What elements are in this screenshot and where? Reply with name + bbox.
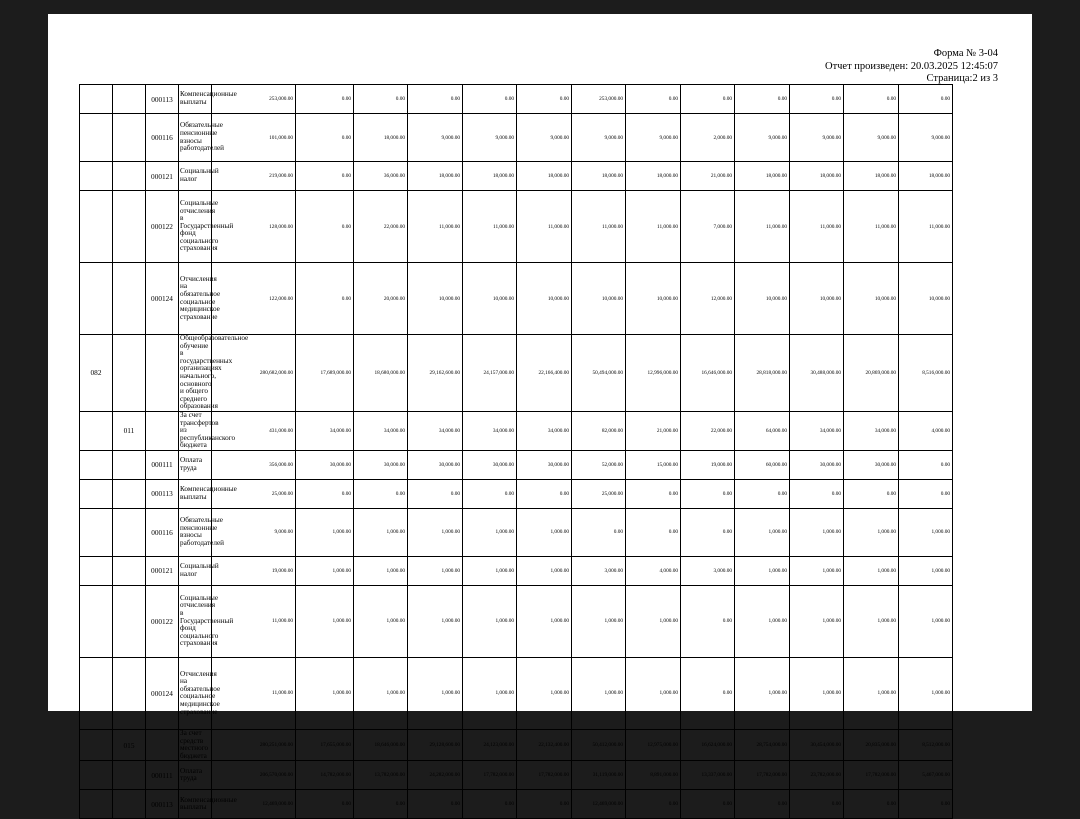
amount-cell: 253,000.00 [572,85,626,114]
table-row [80,479,1008,508]
amount-cell: 1,000.00 [354,508,408,556]
table-row [80,790,1008,819]
amount-cell: 18,000.00 [844,162,899,191]
table-row [80,114,1008,162]
amount-cell: 0.00 [681,479,735,508]
amount-cell: 11,000.00 [517,191,572,263]
amount-cell: 4,000.00 [899,411,953,450]
amount-cell: 1,000.00 [517,556,572,585]
amount-cell: 0.00 [790,790,844,819]
description-cell: Отчисления на обязательное социальное медицинское страхование [179,263,212,335]
amount-cell: 31,119,000.00 [572,761,626,790]
amount-cell: 1,000.00 [296,585,354,657]
amount-cell: 1,000.00 [354,556,408,585]
amount-cell: 11,000.00 [212,657,296,729]
amount-cell: 22,000.00 [681,411,735,450]
amount-cell: 15,000.00 [626,450,681,479]
table-row [80,263,1008,335]
amount-cell: 1,000.00 [899,585,953,657]
amount-cell: 9,000.00 [735,114,790,162]
amount-cell: 18,000.00 [790,162,844,191]
specifics-code-cell: 000111 [146,761,179,790]
amount-cell: 9,000.00 [572,114,626,162]
amount-cell: 5,467,000.00 [899,761,953,790]
subprogram-code-cell: 015 [113,729,146,760]
program-code-cell [80,585,113,657]
program-code-cell [80,263,113,335]
amount-cell: 1,000.00 [899,657,953,729]
subprogram-code-cell [113,556,146,585]
description-cell: Обязательные пенсионные взносы работодателей [179,114,212,162]
description-cell: Обязательные пенсионные взносы работодателей [179,508,212,556]
amount-cell: 0.00 [899,450,953,479]
amount-cell: 34,000.00 [408,411,463,450]
subprogram-code-cell [113,790,146,819]
amount-cell: 64,000.00 [735,411,790,450]
description-cell: Компенсационные выплаты [179,790,212,819]
table-row [80,556,1008,585]
amount-cell: 11,000.00 [572,191,626,263]
amount-cell: 0.00 [296,263,354,335]
amount-cell: 17,782,000.00 [844,761,899,790]
subprogram-code-cell [113,508,146,556]
subprogram-code-cell [113,191,146,263]
amount-cell: 9,000.00 [463,114,517,162]
amount-cell: 13,782,000.00 [354,761,408,790]
amount-cell: 7,000.00 [681,191,735,263]
amount-cell: 1,000.00 [844,556,899,585]
report-header [825,48,998,86]
amount-cell: 10,000.00 [899,263,953,335]
amount-cell: 0.00 [354,479,408,508]
amount-cell: 1,000.00 [296,657,354,729]
table-row [80,450,1008,479]
program-code-cell [80,729,113,760]
description-cell: Компенсационные выплаты [179,85,212,114]
amount-cell: 18,000.00 [408,162,463,191]
amount-cell: 0.00 [463,479,517,508]
amount-cell: 17,782,000.00 [517,761,572,790]
amount-cell: 1,000.00 [354,585,408,657]
amount-cell: 0.00 [735,790,790,819]
amount-cell: 206,570,000.00 [212,761,296,790]
description-cell: За счет трансфертов из республиканского бюджета [180,410,236,450]
program-code-cell [80,790,113,819]
amount-cell: 1,000.00 [735,556,790,585]
table-row [80,729,1008,760]
amount-cell: 1,000.00 [735,657,790,729]
program-code-cell: 082 [80,335,113,412]
amount-cell: 18,000.00 [572,162,626,191]
amount-cell: 0.00 [296,790,354,819]
generated-timestamp: Отчет произведен: 20.03.2025 12:45:07 [824,60,998,72]
amount-cell: 10,000.00 [790,263,844,335]
table-row [80,191,1008,263]
amount-cell: 0.00 [844,85,899,114]
amount-cell: 20,869,000.00 [844,335,899,412]
amount-cell: 8,516,000.00 [899,335,953,412]
page-number: Страница:2 из 3 [926,73,998,84]
subprogram-code-cell [113,162,146,191]
amount-cell: 11,000.00 [463,191,517,263]
description-cell: Социальный налог [179,162,212,191]
specifics-code-cell: 000116 [146,508,179,556]
program-code-cell [80,657,113,729]
amount-cell: 0.00 [626,790,681,819]
budget-table [79,84,1008,819]
amount-cell: 122,000.00 [212,263,296,335]
amount-cell: 431,000.00 [212,411,296,450]
amount-cell: 10,000.00 [517,263,572,335]
amount-cell: 30,000.00 [296,450,354,479]
amount-cell: 128,000.00 [212,191,296,263]
subprogram-code-cell [113,85,146,114]
amount-cell: 0.00 [517,85,572,114]
specifics-code-cell [146,411,179,450]
amount-cell: 1,000.00 [899,508,953,556]
form-number: Форма № 3-04 [933,48,998,59]
amount-cell: 9,000.00 [626,114,681,162]
amount-cell: 1,000.00 [408,657,463,729]
amount-cell: 21,000.00 [681,162,735,191]
description-cell: Общеобразовательное обучение в государственных организациях начального, основного и общего среднего образования [180,334,249,411]
amount-cell: 1,000.00 [408,508,463,556]
amount-cell: 1,000.00 [572,585,626,657]
amount-cell: 30,000.00 [844,450,899,479]
amount-cell: 18,000.00 [517,162,572,191]
amount-cell: 0.00 [463,85,517,114]
table-row [80,85,1008,114]
amount-cell: 17,689,000.00 [296,335,354,412]
amount-cell: 22,166,400.00 [517,335,572,412]
amount-cell: 0.00 [681,790,735,819]
amount-cell: 1,000.00 [626,585,681,657]
subprogram-code-cell [113,335,146,412]
amount-cell: 0.00 [899,85,953,114]
amount-cell: 1,000.00 [517,508,572,556]
table-row [80,411,1008,450]
table-row [80,657,1008,729]
amount-cell: 1,000.00 [296,508,354,556]
specifics-code-cell: 000116 [146,114,179,162]
table-row [80,585,1008,657]
amount-cell: 1,000.00 [790,657,844,729]
amount-cell: 1,000.00 [735,585,790,657]
amount-cell: 101,000.00 [212,114,296,162]
amount-cell: 8,512,000.00 [899,729,953,760]
program-code-cell [80,450,113,479]
amount-cell: 28,818,000.00 [735,335,790,412]
amount-cell: 0.00 [844,790,899,819]
amount-cell: 34,000.00 [463,411,517,450]
amount-cell: 34,000.00 [354,411,408,450]
amount-cell: 0.00 [463,790,517,819]
amount-cell: 1,000.00 [572,657,626,729]
program-code-cell [80,556,113,585]
amount-cell: 0.00 [408,479,463,508]
amount-cell: 0.00 [735,85,790,114]
specifics-code-cell: 000121 [146,556,179,585]
amount-cell: 1,000.00 [463,556,517,585]
amount-cell: 18,646,000.00 [354,729,408,760]
amount-cell: 24,157,000.00 [463,335,517,412]
specifics-code-cell: 000124 [146,657,179,729]
amount-cell: 0.00 [408,85,463,114]
description-cell: За счет средств местного бюджета [179,729,212,760]
amount-cell: 11,000.00 [899,191,953,263]
description-cell: Социальные отчисления в Государственный фонд социального страхования [179,585,212,657]
amount-cell: 0.00 [681,657,735,729]
amount-cell: 0.00 [844,479,899,508]
specifics-code-cell: 000124 [146,263,179,335]
table-row [80,335,1008,412]
amount-cell: 8,891,000.00 [626,761,681,790]
specifics-code-cell: 000121 [146,162,179,191]
amount-cell: 1,000.00 [790,508,844,556]
amount-cell: 0.00 [681,508,735,556]
amount-cell: 16,646,000.00 [681,335,735,412]
amount-cell: 30,000.00 [408,450,463,479]
program-code-cell [80,191,113,263]
amount-cell: 0.00 [626,479,681,508]
subprogram-code-cell [113,450,146,479]
amount-cell: 9,000.00 [517,114,572,162]
amount-cell: 24,282,000.00 [408,761,463,790]
specifics-code-cell: 000122 [146,191,179,263]
amount-cell: 0.00 [790,85,844,114]
amount-cell: 4,000.00 [626,556,681,585]
description-cell: Оплата труда [179,761,212,790]
program-code-cell [80,114,113,162]
description-cell: Компенсационные выплаты [179,479,212,508]
amount-cell: 10,000.00 [463,263,517,335]
amount-cell: 11,000.00 [790,191,844,263]
amount-cell: 12,469,000.00 [572,790,626,819]
amount-cell: 30,000.00 [517,450,572,479]
amount-cell: 219,000.00 [212,162,296,191]
amount-cell: 11,000.00 [408,191,463,263]
amount-cell: 18,000.00 [626,162,681,191]
amount-cell: 0.00 [790,479,844,508]
amount-cell: 30,000.00 [463,450,517,479]
amount-cell: 18,680,000.00 [354,335,408,412]
amount-cell: 253,000.00 [212,85,296,114]
table-row [80,761,1008,790]
description-cell: Социальные отчисления в Государственный фонд социального страхования [179,191,212,263]
description-cell: Социальный налог [179,556,212,585]
amount-cell: 1,000.00 [296,556,354,585]
amount-cell: 0.00 [517,790,572,819]
subprogram-code-cell [113,761,146,790]
budget-table-body [80,85,1008,819]
amount-cell: 17,782,000.00 [463,761,517,790]
amount-cell: 12,975,000.00 [626,729,681,760]
amount-cell: 11,000.00 [844,191,899,263]
amount-cell: 1,000.00 [626,657,681,729]
amount-cell: 0.00 [572,508,626,556]
amount-cell: 34,000.00 [844,411,899,450]
amount-cell: 1,000.00 [844,657,899,729]
amount-cell: 11,000.00 [735,191,790,263]
program-code-cell [80,479,113,508]
amount-cell: 0.00 [626,508,681,556]
amount-cell: 9,000.00 [844,114,899,162]
amount-cell: 9,000.00 [899,114,953,162]
amount-cell: 36,000.00 [354,162,408,191]
amount-cell: 34,000.00 [790,411,844,450]
amount-cell: 52,000.00 [572,450,626,479]
amount-cell: 34,000.00 [296,411,354,450]
amount-cell: 1,000.00 [408,556,463,585]
amount-cell: 2,000.00 [681,114,735,162]
amount-cell: 0.00 [296,191,354,263]
amount-cell: 1,000.00 [517,585,572,657]
subprogram-code-cell [113,657,146,729]
amount-cell: 1,000.00 [790,556,844,585]
amount-cell: 22,000.00 [354,191,408,263]
amount-cell: 0.00 [354,85,408,114]
amount-cell: 30,000.00 [790,450,844,479]
amount-cell: 19,000.00 [681,450,735,479]
amount-cell: 20,000.00 [354,263,408,335]
amount-cell: 0.00 [408,790,463,819]
amount-cell: 18,000.00 [354,114,408,162]
specifics-code-cell: 000113 [146,479,179,508]
amount-cell: 0.00 [354,790,408,819]
amount-cell: 18,000.00 [735,162,790,191]
specifics-code-cell: 000113 [146,85,179,114]
amount-cell: 12,000.00 [681,263,735,335]
amount-cell: 280,682,000.00 [212,335,296,412]
amount-cell: 50,412,000.00 [572,729,626,760]
amount-cell: 0.00 [296,114,354,162]
amount-cell: 30,488,000.00 [790,335,844,412]
table-row [80,508,1008,556]
description-cell: Отчисления на обязательное социальное медицинское страхование [179,657,212,729]
amount-cell: 25,000.00 [212,479,296,508]
specifics-code-cell [146,335,179,412]
amount-cell: 356,000.00 [212,450,296,479]
description-cell: Оплата труда [179,450,212,479]
program-code-cell [80,85,113,114]
program-code-cell [80,761,113,790]
program-code-cell [80,162,113,191]
amount-cell: 34,000.00 [517,411,572,450]
amount-cell: 0.00 [517,479,572,508]
report-page [48,14,1032,812]
amount-cell: 19,000.00 [212,556,296,585]
subprogram-code-cell [113,479,146,508]
amount-cell: 82,000.00 [572,411,626,450]
amount-cell: 0.00 [681,85,735,114]
amount-cell: 0.00 [296,162,354,191]
amount-cell: 0.00 [626,85,681,114]
amount-cell: 24,123,000.00 [463,729,517,760]
amount-cell: 0.00 [899,479,953,508]
amount-cell: 1,000.00 [463,585,517,657]
amount-cell: 3,000.00 [681,556,735,585]
amount-cell: 0.00 [681,585,735,657]
amount-cell: 13,337,000.00 [681,761,735,790]
amount-cell: 1,000.00 [463,508,517,556]
subprogram-code-cell: 011 [113,411,146,450]
amount-cell: 29,162,600.00 [408,335,463,412]
amount-cell: 10,000.00 [844,263,899,335]
subprogram-code-cell [113,585,146,657]
amount-cell: 12,996,000.00 [626,335,681,412]
amount-cell: 10,000.00 [626,263,681,335]
amount-cell: 16,624,000.00 [681,729,735,760]
amount-cell: 1,000.00 [408,585,463,657]
amount-cell: 1,000.00 [735,508,790,556]
subprogram-code-cell [113,263,146,335]
table-row [80,162,1008,191]
amount-cell: 280,251,000.00 [212,729,296,760]
subprogram-code-cell [113,114,146,162]
amount-cell: 0.00 [296,85,354,114]
amount-cell: 9,000.00 [790,114,844,162]
amount-cell: 9,000.00 [212,508,296,556]
amount-cell: 1,000.00 [790,585,844,657]
amount-cell: 0.00 [735,479,790,508]
amount-cell: 50,494,000.00 [572,335,626,412]
amount-cell: 29,128,600.00 [408,729,463,760]
amount-cell: 11,000.00 [626,191,681,263]
specifics-code-cell [146,729,179,760]
program-code-cell [80,508,113,556]
amount-cell: 30,000.00 [354,450,408,479]
amount-cell: 1,000.00 [899,556,953,585]
amount-cell: 25,000.00 [572,479,626,508]
amount-cell: 0.00 [296,479,354,508]
amount-cell: 10,000.00 [408,263,463,335]
amount-cell: 0.00 [899,790,953,819]
amount-cell: 1,000.00 [354,657,408,729]
program-code-cell [80,411,113,450]
amount-cell: 22,132,400.00 [517,729,572,760]
amount-cell: 17,655,000.00 [296,729,354,760]
amount-cell: 9,000.00 [408,114,463,162]
amount-cell: 17,782,000.00 [735,761,790,790]
amount-cell: 12,469,000.00 [212,790,296,819]
amount-cell: 1,000.00 [844,508,899,556]
amount-cell: 1,000.00 [463,657,517,729]
amount-cell: 1,000.00 [844,585,899,657]
amount-cell: 30,454,000.00 [790,729,844,760]
amount-cell: 28,754,000.00 [735,729,790,760]
amount-cell: 23,782,000.00 [790,761,844,790]
amount-cell: 14,782,000.00 [296,761,354,790]
amount-cell: 11,000.00 [212,585,296,657]
amount-cell: 10,000.00 [572,263,626,335]
amount-cell: 3,000.00 [572,556,626,585]
amount-cell: 21,000.00 [626,411,681,450]
amount-cell: 10,000.00 [735,263,790,335]
specifics-code-cell: 000122 [146,585,179,657]
amount-cell: 18,000.00 [463,162,517,191]
specifics-code-cell: 000113 [146,790,179,819]
amount-cell: 60,000.00 [735,450,790,479]
amount-cell: 1,000.00 [517,657,572,729]
amount-cell: 18,000.00 [899,162,953,191]
amount-cell: 20,835,000.00 [844,729,899,760]
specifics-code-cell: 000111 [146,450,179,479]
